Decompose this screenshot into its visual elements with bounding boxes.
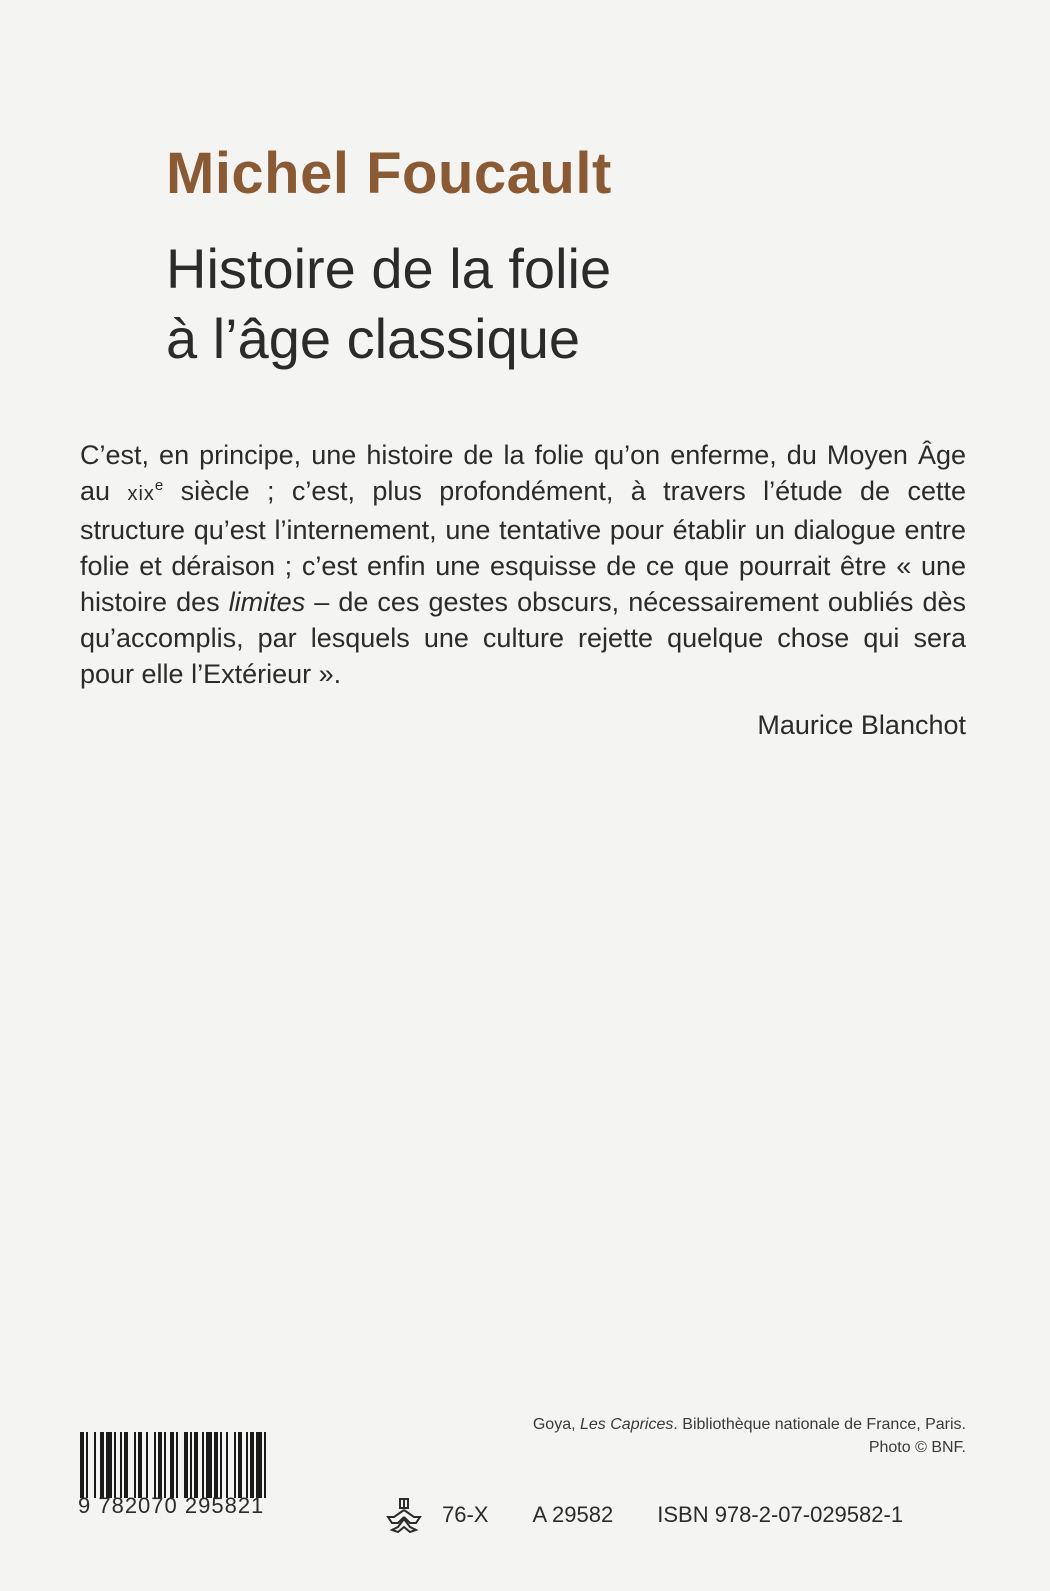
barcode-bars	[78, 1432, 314, 1498]
credit-work: Les Caprices	[580, 1416, 674, 1433]
footer-codes	[384, 1497, 947, 1533]
code-article: A 29582	[532, 1502, 614, 1527]
credit-rest: . Bibliothèque nationale de France, Paris.	[673, 1416, 966, 1433]
credit-artist: Goya,	[532, 1416, 580, 1433]
blurb-part-3: – de ces gestes obscurs, nécessairement oubliés dès qu’accomplis, par lesquels une culture rejette quelque chose qui sera pour elle l’Extérieur ».	[80, 587, 966, 689]
credit-line-1	[533, 1413, 966, 1436]
century-small-caps: xix	[127, 483, 155, 505]
credit-line-2: Photo © BNF.	[868, 1439, 966, 1456]
barcode-number: 9 782070 295821	[78, 1493, 265, 1518]
quote-signature: Maurice Blanchot	[757, 710, 966, 740]
gallimard-logo-icon	[384, 1497, 424, 1533]
author-name: Michel Foucault	[166, 141, 612, 206]
blurb-italic: limites	[228, 587, 306, 617]
blurb-part-2: siècle ; c’est, plus profondément, à travers l’étude de cette structure qu’est l’internement, une tentative pour établir un dialogue entre folie et déraison ; c’est enfin une esquisse de ce que pourrait être « une histoire des	[80, 476, 966, 617]
code-series: 76-X	[442, 1502, 489, 1527]
isbn: ISBN 978-2-07-029582-1	[657, 1502, 904, 1527]
title-line-2: à l’âge classique	[166, 307, 581, 370]
blurb-part-1: C’est, en principe, une histoire de la folie qu’on enferme, du Moyen Âge au	[80, 440, 966, 506]
image-credit	[533, 1413, 966, 1459]
century-superscript: e	[154, 477, 164, 494]
book-title	[166, 234, 611, 374]
barcode	[78, 1432, 318, 1498]
blurb-text	[80, 437, 966, 692]
title-line-1: Histoire de la folie	[166, 237, 612, 300]
